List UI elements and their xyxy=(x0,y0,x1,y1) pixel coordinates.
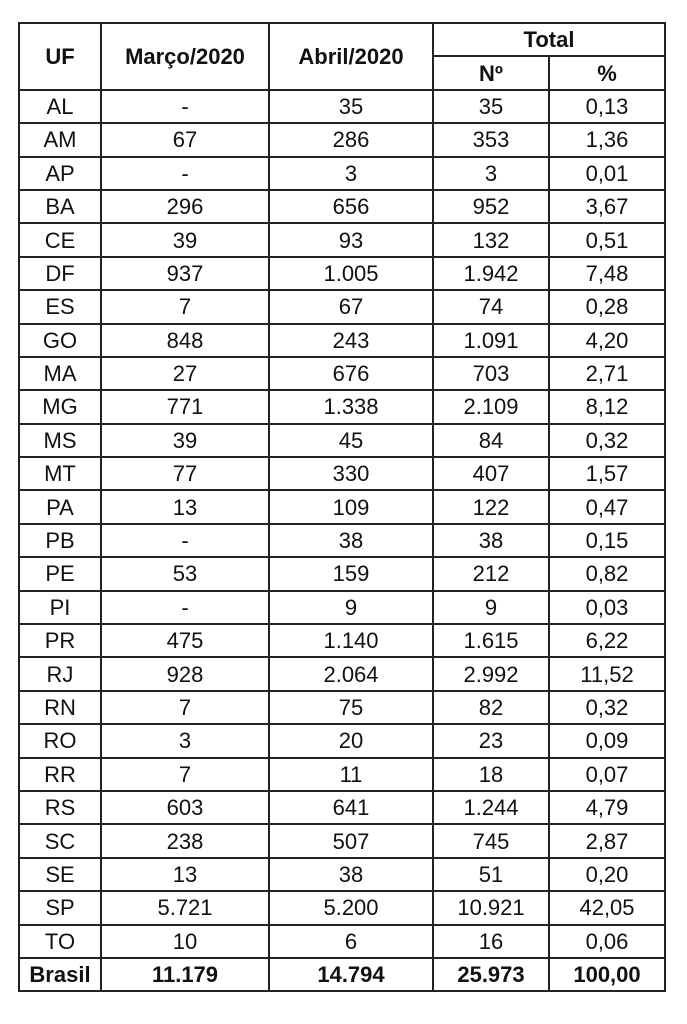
cell-uf: DF xyxy=(19,257,101,290)
cell-abril: 159 xyxy=(269,557,433,590)
cell-marco: - xyxy=(101,90,269,123)
cell-pct: 6,22 xyxy=(549,624,665,657)
cell-marco: 67 xyxy=(101,123,269,156)
total-pct: 100,00 xyxy=(549,958,665,991)
cell-num: 407 xyxy=(433,457,549,490)
cell-abril: 93 xyxy=(269,223,433,256)
cell-pct: 0,06 xyxy=(549,925,665,958)
cell-marco: 13 xyxy=(101,490,269,523)
cell-abril: 641 xyxy=(269,791,433,824)
cell-uf: AL xyxy=(19,90,101,123)
cell-uf: PR xyxy=(19,624,101,657)
cell-abril: 75 xyxy=(269,691,433,724)
cell-marco: 7 xyxy=(101,290,269,323)
table-row xyxy=(19,490,665,523)
cell-marco: 937 xyxy=(101,257,269,290)
cell-pct: 0,07 xyxy=(549,758,665,791)
table-row xyxy=(19,925,665,958)
cell-num: 132 xyxy=(433,223,549,256)
cell-marco: 13 xyxy=(101,858,269,891)
total-marco: 11.179 xyxy=(101,958,269,991)
cell-marco: 10 xyxy=(101,925,269,958)
cell-pct: 3,67 xyxy=(549,190,665,223)
table-wrapper xyxy=(18,22,666,992)
cell-abril: 109 xyxy=(269,490,433,523)
cell-pct: 4,79 xyxy=(549,791,665,824)
cell-abril: 67 xyxy=(269,290,433,323)
cell-marco: - xyxy=(101,524,269,557)
cell-pct: 0,28 xyxy=(549,290,665,323)
cell-marco: 475 xyxy=(101,624,269,657)
cell-pct: 0,13 xyxy=(549,90,665,123)
cell-num: 18 xyxy=(433,758,549,791)
cell-pct: 0,20 xyxy=(549,858,665,891)
cell-uf: RJ xyxy=(19,657,101,690)
cell-marco: 238 xyxy=(101,824,269,857)
table-row xyxy=(19,424,665,457)
cell-num: 703 xyxy=(433,357,549,390)
cell-uf: RO xyxy=(19,724,101,757)
cell-abril: 20 xyxy=(269,724,433,757)
cell-uf: AM xyxy=(19,123,101,156)
cell-abril: 1.005 xyxy=(269,257,433,290)
table-row xyxy=(19,223,665,256)
cell-uf: ES xyxy=(19,290,101,323)
total-uf: Brasil xyxy=(19,958,101,991)
table-row xyxy=(19,891,665,924)
cell-pct: 0,51 xyxy=(549,223,665,256)
table-row xyxy=(19,724,665,757)
cell-pct: 0,32 xyxy=(549,424,665,457)
cell-abril: 9 xyxy=(269,591,433,624)
table-row xyxy=(19,524,665,557)
cell-abril: 243 xyxy=(269,324,433,357)
cell-num: 16 xyxy=(433,925,549,958)
cell-abril: 2.064 xyxy=(269,657,433,690)
cell-marco: 3 xyxy=(101,724,269,757)
table-footer xyxy=(19,958,665,991)
header-marco: Março/2020 xyxy=(101,23,269,90)
header-pct: % xyxy=(549,56,665,89)
cell-abril: 676 xyxy=(269,357,433,390)
cell-num: 10.921 xyxy=(433,891,549,924)
table-row xyxy=(19,858,665,891)
cell-marco: 39 xyxy=(101,223,269,256)
cell-marco: 53 xyxy=(101,557,269,590)
cell-pct: 0,09 xyxy=(549,724,665,757)
cell-uf: GO xyxy=(19,324,101,357)
cell-uf: TO xyxy=(19,925,101,958)
cell-abril: 330 xyxy=(269,457,433,490)
cell-marco: 296 xyxy=(101,190,269,223)
cell-marco: - xyxy=(101,157,269,190)
cell-abril: 507 xyxy=(269,824,433,857)
table-body xyxy=(19,90,665,958)
cell-num: 82 xyxy=(433,691,549,724)
cell-uf: CE xyxy=(19,223,101,256)
cell-num: 84 xyxy=(433,424,549,457)
table-row xyxy=(19,691,665,724)
cell-uf: BA xyxy=(19,190,101,223)
cell-uf: SP xyxy=(19,891,101,924)
cell-pct: 4,20 xyxy=(549,324,665,357)
cell-abril: 286 xyxy=(269,123,433,156)
cell-num: 2.109 xyxy=(433,390,549,423)
cell-num: 23 xyxy=(433,724,549,757)
cell-num: 212 xyxy=(433,557,549,590)
table-row xyxy=(19,624,665,657)
cell-uf: MS xyxy=(19,424,101,457)
cell-abril: 45 xyxy=(269,424,433,457)
cell-marco: 7 xyxy=(101,758,269,791)
cell-marco: 5.721 xyxy=(101,891,269,924)
cell-uf: RS xyxy=(19,791,101,824)
table-row xyxy=(19,357,665,390)
cell-pct: 2,87 xyxy=(549,824,665,857)
cell-marco: 7 xyxy=(101,691,269,724)
cell-num: 353 xyxy=(433,123,549,156)
table-row xyxy=(19,758,665,791)
cell-num: 1.615 xyxy=(433,624,549,657)
cell-abril: 5.200 xyxy=(269,891,433,924)
cell-pct: 0,82 xyxy=(549,557,665,590)
cell-uf: SE xyxy=(19,858,101,891)
cell-uf: AP xyxy=(19,157,101,190)
cell-pct: 0,03 xyxy=(549,591,665,624)
table-row xyxy=(19,257,665,290)
header-abril: Abril/2020 xyxy=(269,23,433,90)
cell-num: 74 xyxy=(433,290,549,323)
cell-marco: 771 xyxy=(101,390,269,423)
cell-num: 35 xyxy=(433,90,549,123)
cell-uf: SC xyxy=(19,824,101,857)
cell-uf: PI xyxy=(19,591,101,624)
table-row xyxy=(19,457,665,490)
total-num: 25.973 xyxy=(433,958,549,991)
cell-marco: 77 xyxy=(101,457,269,490)
cell-pct: 8,12 xyxy=(549,390,665,423)
cell-num: 1.942 xyxy=(433,257,549,290)
table-header xyxy=(19,23,665,90)
cell-abril: 38 xyxy=(269,858,433,891)
cell-marco: 848 xyxy=(101,324,269,357)
table-row xyxy=(19,657,665,690)
cell-abril: 11 xyxy=(269,758,433,791)
table-row xyxy=(19,324,665,357)
table-row xyxy=(19,123,665,156)
cell-num: 1.244 xyxy=(433,791,549,824)
cell-pct: 0,15 xyxy=(549,524,665,557)
cell-uf: MG xyxy=(19,390,101,423)
header-total: Total xyxy=(433,23,665,56)
cell-num: 1.091 xyxy=(433,324,549,357)
cell-pct: 2,71 xyxy=(549,357,665,390)
cell-pct: 42,05 xyxy=(549,891,665,924)
cell-abril: 656 xyxy=(269,190,433,223)
cell-pct: 11,52 xyxy=(549,657,665,690)
cell-abril: 6 xyxy=(269,925,433,958)
total-row xyxy=(19,958,665,991)
cell-uf: RR xyxy=(19,758,101,791)
cell-abril: 38 xyxy=(269,524,433,557)
cell-num: 952 xyxy=(433,190,549,223)
table-row xyxy=(19,90,665,123)
cell-uf: PE xyxy=(19,557,101,590)
data-table xyxy=(18,22,666,992)
table-row xyxy=(19,591,665,624)
header-num: Nº xyxy=(433,56,549,89)
cell-uf: MT xyxy=(19,457,101,490)
cell-pct: 1,57 xyxy=(549,457,665,490)
cell-marco: - xyxy=(101,591,269,624)
cell-marco: 39 xyxy=(101,424,269,457)
table-row xyxy=(19,190,665,223)
cell-num: 2.992 xyxy=(433,657,549,690)
table-row xyxy=(19,824,665,857)
cell-marco: 928 xyxy=(101,657,269,690)
cell-num: 9 xyxy=(433,591,549,624)
cell-abril: 3 xyxy=(269,157,433,190)
cell-pct: 1,36 xyxy=(549,123,665,156)
cell-uf: PB xyxy=(19,524,101,557)
table-row xyxy=(19,791,665,824)
table-row xyxy=(19,290,665,323)
cell-abril: 35 xyxy=(269,90,433,123)
header-uf: UF xyxy=(19,23,101,90)
cell-num: 38 xyxy=(433,524,549,557)
table-row xyxy=(19,557,665,590)
cell-marco: 603 xyxy=(101,791,269,824)
cell-abril: 1.338 xyxy=(269,390,433,423)
cell-abril: 1.140 xyxy=(269,624,433,657)
cell-pct: 0,01 xyxy=(549,157,665,190)
table-row xyxy=(19,157,665,190)
cell-uf: RN xyxy=(19,691,101,724)
total-abril: 14.794 xyxy=(269,958,433,991)
cell-num: 122 xyxy=(433,490,549,523)
cell-pct: 7,48 xyxy=(549,257,665,290)
cell-pct: 0,47 xyxy=(549,490,665,523)
cell-num: 51 xyxy=(433,858,549,891)
cell-num: 745 xyxy=(433,824,549,857)
header-row-top xyxy=(19,23,665,56)
cell-num: 3 xyxy=(433,157,549,190)
cell-uf: MA xyxy=(19,357,101,390)
table-row xyxy=(19,390,665,423)
cell-marco: 27 xyxy=(101,357,269,390)
cell-uf: PA xyxy=(19,490,101,523)
cell-pct: 0,32 xyxy=(549,691,665,724)
